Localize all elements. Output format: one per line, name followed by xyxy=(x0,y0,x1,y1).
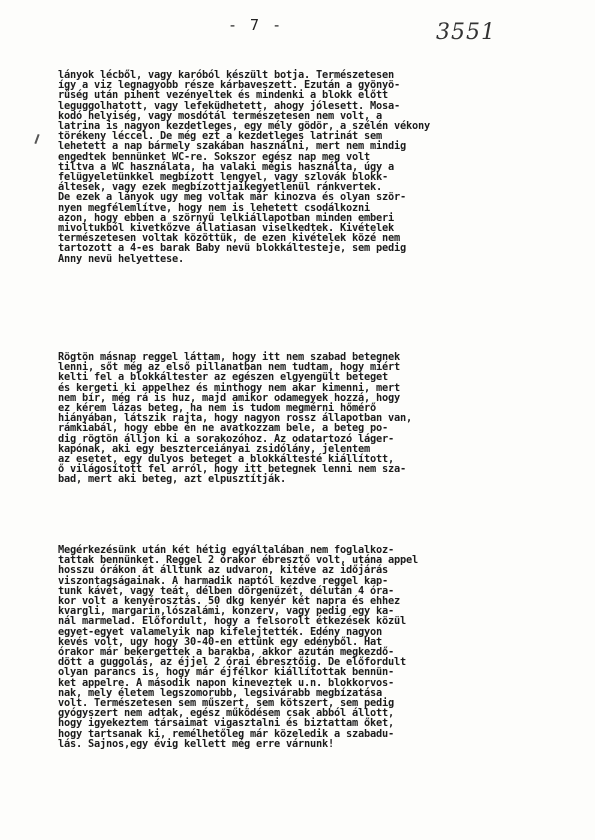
text-line: lehetett a nap bármely szakában használni, mert nem mindig xyxy=(58,140,406,153)
text-line: rűség után pihent vezényeltek és mindenki a blokk előtt xyxy=(58,89,388,102)
text-line: tartozott a 4-es barak Baby nevü blokkáltesteje, sem pedig xyxy=(58,242,406,255)
text-line: törékeny léccel. De még ezt a kezdetleges latrinát sem xyxy=(58,130,382,143)
text-line: lenni, sőt még az első pillanatban nem tudtam, hogy miért xyxy=(58,361,400,374)
text-line: természetesen voltak közöttük, de ezen kivételek közé nem xyxy=(58,232,400,245)
text-line: lás. Sajnos,egy évig kellett még erre várnunk! xyxy=(58,737,334,750)
text-line: gyógyszert nem adtak, egész működésem csak abból állott, xyxy=(58,707,394,720)
text-line: ő világosított fel arról, hogy itt betegnek lenni nem sza- xyxy=(58,463,406,476)
text-line: hogy tartsanak ki, remélhetőleg már közeledik a szabadu- xyxy=(58,727,394,740)
text-line: kodó helyiség, vagy mosdótál természetesen nem volt, a xyxy=(58,109,382,122)
text-line: felügyeletünkkel megbízott lengyel, vagy szlovák blokk- xyxy=(58,171,388,184)
text-line: lányok lécből, vagy karóból készült botja. Természetesen xyxy=(58,69,394,81)
text-line: órakor már bekergettek a barakba, akkor azután megkezdő- xyxy=(58,646,394,659)
margin-mark xyxy=(34,134,39,144)
text-line: leguggolhatott, vagy lefeküdhetett, ahogy jólesett. Mosa- xyxy=(58,99,400,112)
text-line: Rögtön másnap reggel láttam, hogy itt nem szabad betegnek xyxy=(58,351,400,363)
text-line: engedtek bennünket WC-re. Sokszor egész nap meg volt xyxy=(58,150,370,163)
page-number: - 7 - xyxy=(228,16,284,34)
text-line: ket appelre. A második napon kineveztek u.n. blokkorvos- xyxy=(58,676,394,689)
text-line: kelti fel a blokkáltester az egészen elgyengült beteget xyxy=(58,371,388,384)
text-line: nak, mely életem legszomorubb, legsivárabb megbízatása xyxy=(58,686,382,699)
text-line: ez kérem lázas beteg, ha nem is tudom megmérni hőmérő xyxy=(58,402,376,415)
text-line: dött a guggolás, az éjjel 2 órai ébresztőig. De előfordult xyxy=(58,656,406,669)
text-line: tattak bennünket. Reggel 2 órakor ébresztő volt, utána appel xyxy=(58,554,418,567)
text-line: kor volt a kenyérosztás. 50 dkg kenyér két napra és ehhez xyxy=(58,595,400,608)
text-line: Megérkezésünk után két hétig egyáltalában nem foglalkoz- xyxy=(58,544,394,556)
text-line: Anny nevü helyettese. xyxy=(58,252,184,265)
text-line: hosszu órákon át álltunk az udvaron, kitéve az időjárás xyxy=(58,564,388,577)
text-line: De ezek a lányok ugy meg voltak már kinozva és olyan ször- xyxy=(58,191,406,204)
text-line: egyet-egyet valamelyik nap kifelejtették. Edény nagyon xyxy=(58,625,382,638)
handwritten-archive-number: 3551 xyxy=(436,20,496,45)
paragraph-3 xyxy=(58,545,418,749)
text-line: kvargli, margarin,lószalámi, konzerv, vagy pedig egy ka- xyxy=(58,605,394,618)
text-line: tunk kávét, vagy teát, délben dörgenüzét, délután 4 óra- xyxy=(58,584,394,597)
text-line: kevés volt, ugy hogy 30-40-en ettünk egy edényből. Hat xyxy=(58,635,382,648)
text-line: olyan parancs is, hogy már éjfélkor kiállítottak bennün- xyxy=(58,666,394,679)
text-line: bad, mert aki beteg, azt elpusztítják. xyxy=(58,473,286,486)
text-line: rámkiabál, hogy ebbe én ne avatkozzam bele, a beteg po- xyxy=(58,422,388,435)
paragraph-2 xyxy=(58,352,412,485)
text-line: az esetet, egy dulyos beteget a blokkáltesté kiállított, xyxy=(58,453,394,466)
text-line: tiltva a WC használata, ha valaki mégis használta, úgy a xyxy=(58,160,394,173)
text-line: volt. Természetesen sem műszert, sem kötszert, sem pedig xyxy=(58,697,394,710)
text-line: így a viz legnagyobb része kárbaveszett. Ezután a gyönyö- xyxy=(58,79,400,92)
text-line: kapónak, aki egy beszterceiányai zsidólány, jelentem xyxy=(58,442,370,455)
text-line: mivoltukból kivetkőzve állatiasan viselkedtek. Kivételek xyxy=(58,222,394,235)
text-line: nyen megfélemlítve, hogy nem is lehetett csodálkozni xyxy=(58,201,370,214)
text-line: viszontagságainak. A harmadik naptól kezdve reggel kap- xyxy=(58,574,388,587)
text-line: hiányában, látszik rajta, hogy nagyon rossz állapotban van, xyxy=(58,412,412,425)
text-line: áltesek, vagy ezek megbízottjaikegyetlenül ránkvertek. xyxy=(58,181,382,194)
text-line: azon, hogy ebben a szörnyű lelkiállapotban minden emberi xyxy=(58,211,394,224)
text-line: nál marmelad. Előfordult, hogy a felsorolt étkezések közül xyxy=(58,615,406,628)
text-line: és kergeti ki appelhez és minthogy nem akar kimenni, mert xyxy=(58,381,400,394)
text-line: dig rögtön álljon ki a sorakozóhoz. Az odatartozó láger- xyxy=(58,432,394,445)
text-line: hogy igyekeztem társaimat vigasztalni és biztattam őket, xyxy=(58,717,394,730)
text-line: latrina is nagyon kezdetleges, egy mély gödör, a szélén vékony xyxy=(58,120,430,133)
text-line: nem bír, még rá is huz, majd amikor odamegyek hozzá, hogy xyxy=(58,391,400,404)
paragraph-1 xyxy=(58,70,430,264)
